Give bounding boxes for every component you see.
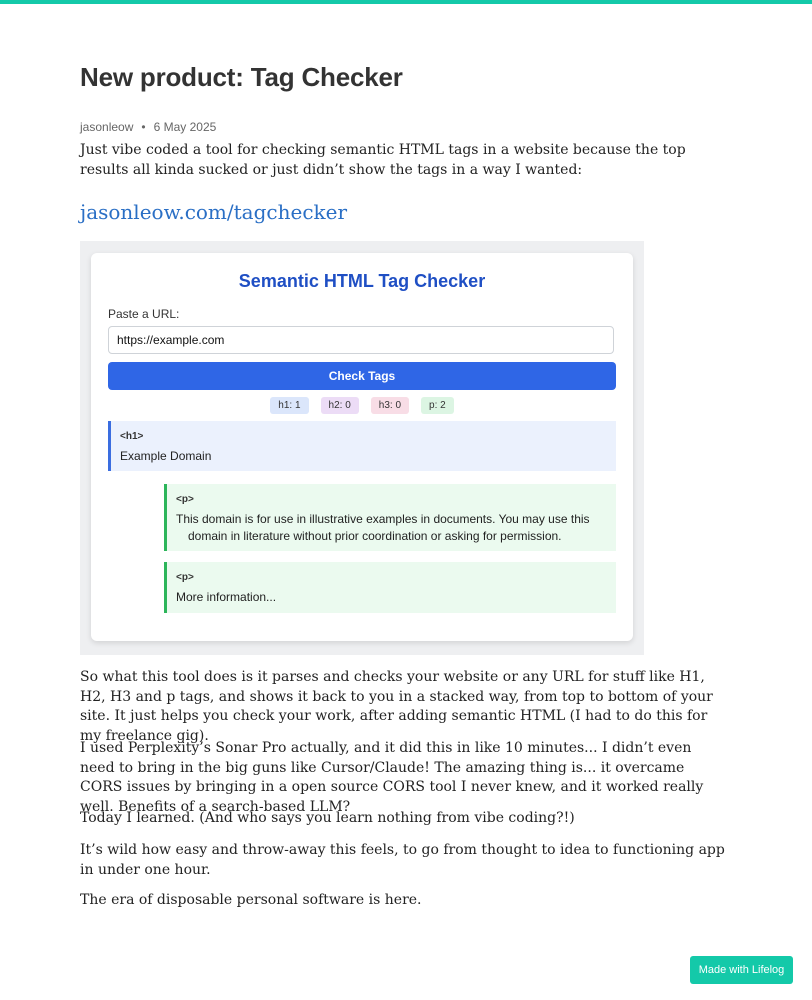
tag-content-line: This domain is for use in illustrative examples in documents. You may use this: [176, 512, 590, 526]
meta-separator: •: [141, 120, 146, 134]
tag-content: Example Domain: [120, 449, 212, 463]
post-intro: Just vibe coded a tool for checking semantic HTML tags in a website because the top results all kinda sucked or just didn’t show the tags in a way I wanted:: [80, 142, 686, 178]
tag-result-p: [164, 562, 616, 613]
tag-count-badges: [91, 397, 633, 414]
badge-h2-count: h2: 0: [321, 397, 359, 414]
url-input[interactable]: [108, 326, 614, 354]
post-meta: [80, 120, 216, 134]
tag-content: [176, 511, 596, 545]
app-card: [91, 253, 633, 641]
top-accent-bar: [0, 0, 812, 4]
tag-content: More information...: [176, 590, 277, 604]
tagchecker-link[interactable]: jasonleow.com/tagchecker: [80, 200, 348, 224]
tag-checker-screenshot: [80, 241, 644, 655]
tag-result-h1: [108, 421, 616, 471]
tag-result-p: [164, 484, 616, 551]
badge-h3-count: h3: 0: [371, 397, 409, 414]
tag-name: <h1>: [120, 431, 144, 442]
post-paragraph: So what this tool does is it parses and checks your website or any URL for stuff like H1, H2, H3 and p tags, and shows it back to you in a stacked way, from top to bottom of your site. It just helps you check your work, after adding semantic HTML (I had to do this for my freelance gig).: [80, 669, 713, 744]
check-tags-button[interactable]: Check Tags: [108, 362, 616, 390]
post-author[interactable]: jasonleow: [80, 120, 134, 134]
url-label: Paste a URL:: [108, 307, 180, 321]
post-title: New product: Tag Checker: [80, 62, 403, 92]
post-paragraph: Today I learned. (And who says you learn nothing from vibe coding?!): [80, 810, 575, 826]
made-with-lifelog-button[interactable]: Made with Lifelog: [690, 956, 793, 984]
tag-content-line: domain in literature without prior coordination or asking for permission.: [188, 529, 562, 543]
post-paragraph: It’s wild how easy and throw-away this feels, to go from thought to idea to functioning app in under one hour.: [80, 842, 725, 878]
post-paragraph: I used Perplexity’s Sonar Pro actually, and it did this in like 10 minutes... I didn’t even need to bring in the big guns like Cursor/Claude! The amazing thing is... it overcame CORS issues by bringing in a open source CORS tool I never knew, and it worked really well. Benefits of a search-based LLM?: [80, 740, 704, 815]
app-title: Semantic HTML Tag Checker: [238, 271, 486, 291]
tag-name: <p>: [176, 572, 194, 583]
tag-name: <p>: [176, 494, 194, 505]
post-date: 6 May 2025: [153, 120, 217, 134]
post-paragraph: The era of disposable personal software is here.: [80, 892, 422, 908]
badge-h1-count: h1: 1: [270, 397, 308, 414]
badge-p-count: p: 2: [421, 397, 454, 414]
